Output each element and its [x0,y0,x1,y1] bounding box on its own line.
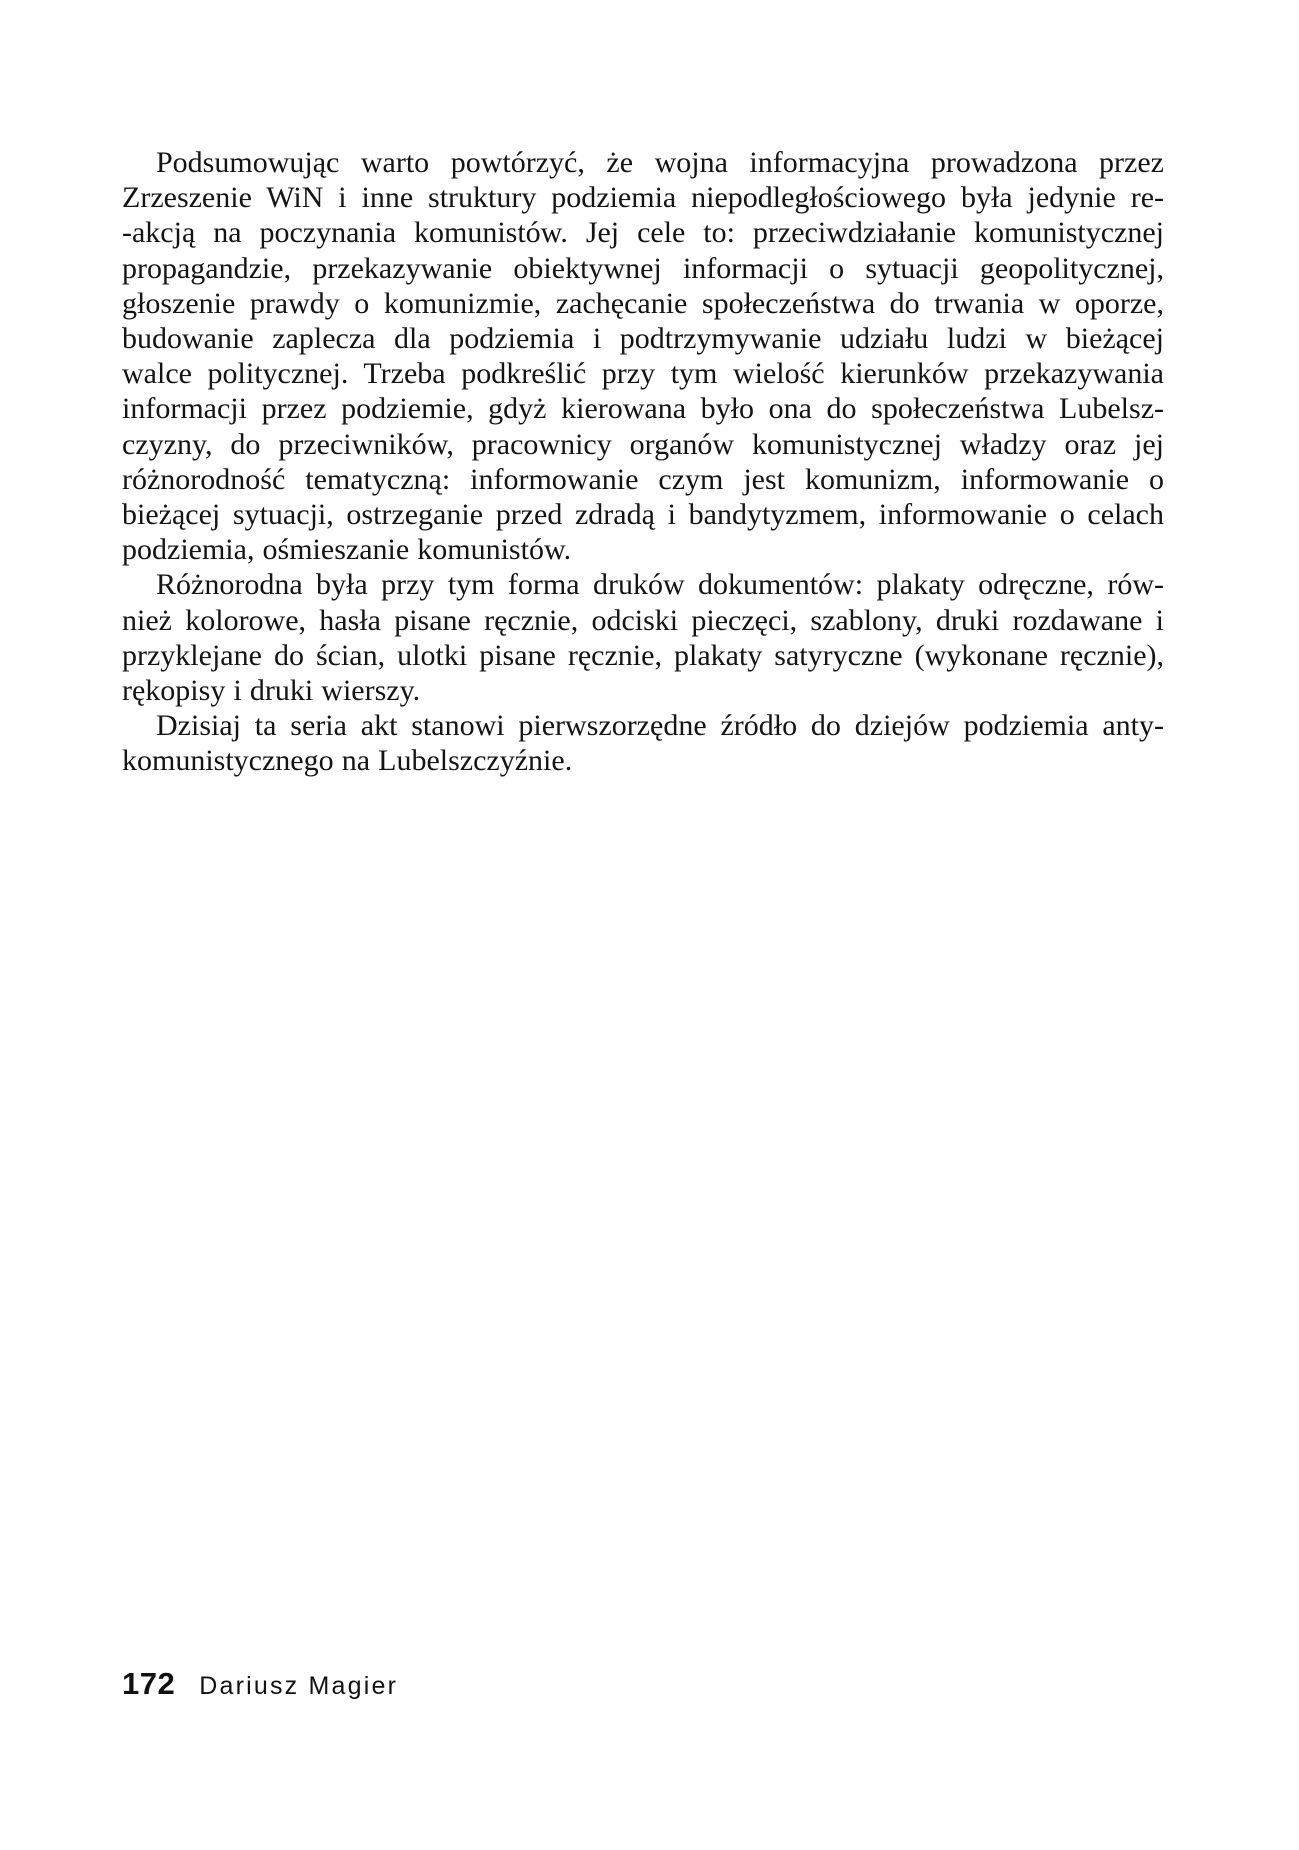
text-line: -akcją na poczynania komunistów. Jej cele to: przeciwdziałanie komunistycznej [122,216,1164,250]
page-number: 172 [122,1666,176,1701]
text-line: głoszenie prawdy o komunizmie, zachęcanie społeczeństwa do trwania w oporze, [122,286,1164,320]
text-line: bieżącej sytuacji, ostrzeganie przed zdradą i bandytyzmem, informowanie o celach [122,498,1164,532]
paragraph [122,567,1164,708]
text-line: komunistycznego na Lubelszczyźnie. [122,744,573,778]
body-text [122,145,1164,779]
text-line: walce politycznej. Trzeba podkreślić przy tym wielość kierunków przekazywania [122,357,1164,391]
text-line: budowanie zaplecza dla podziemia i podtrzymywanie udziału ludzi w bieżącej [122,322,1164,356]
text-line: Podsumowując warto powtórzyć, że wojna informacyjna prowadzona przez [156,146,1164,179]
text-line: propagandzie, przekazywanie obiektywnej informacji o sytuacji geopolitycznej, [122,251,1164,285]
text-line: przyklejane do ścian, ulotki pisane ręcznie, plakaty satyryczne (wykonane ręcznie), [122,638,1164,672]
text-line: podziemia, ośmieszanie komunistów. [122,533,572,567]
paragraph [122,145,1164,567]
text-line: czyzny, do przeciwników, pracownicy organów komunistycznej władzy oraz jej [122,427,1164,461]
text-line: informacji przez podziemie, gdyż kierowana było ona do społeczeństwa Lubelsz- [122,392,1164,426]
text-line: różnorodność tematyczną: informowanie czym jest komunizm, informowanie o [122,462,1164,496]
text-line: rękopisy i druki wierszy. [122,674,421,708]
text-line: Dzisiaj ta seria akt stanowi pierwszorzędne źródło do dziejów podziemia anty- [156,709,1164,743]
paragraph [122,708,1164,778]
running-footer-author: Dariusz Magier [199,1672,399,1700]
text-line: nież kolorowe, hasła pisane ręcznie, odciski pieczęci, szablony, druki rozdawane i [122,603,1164,637]
text-line: Zrzeszenie WiN i inne struktury podziemia niepodległościowego była jedynie re- [122,181,1164,215]
text-line: Różnorodna była przy tym forma druków dokumentów: plakaty odręczne, rów- [156,568,1164,602]
page-footer [122,1666,398,1702]
